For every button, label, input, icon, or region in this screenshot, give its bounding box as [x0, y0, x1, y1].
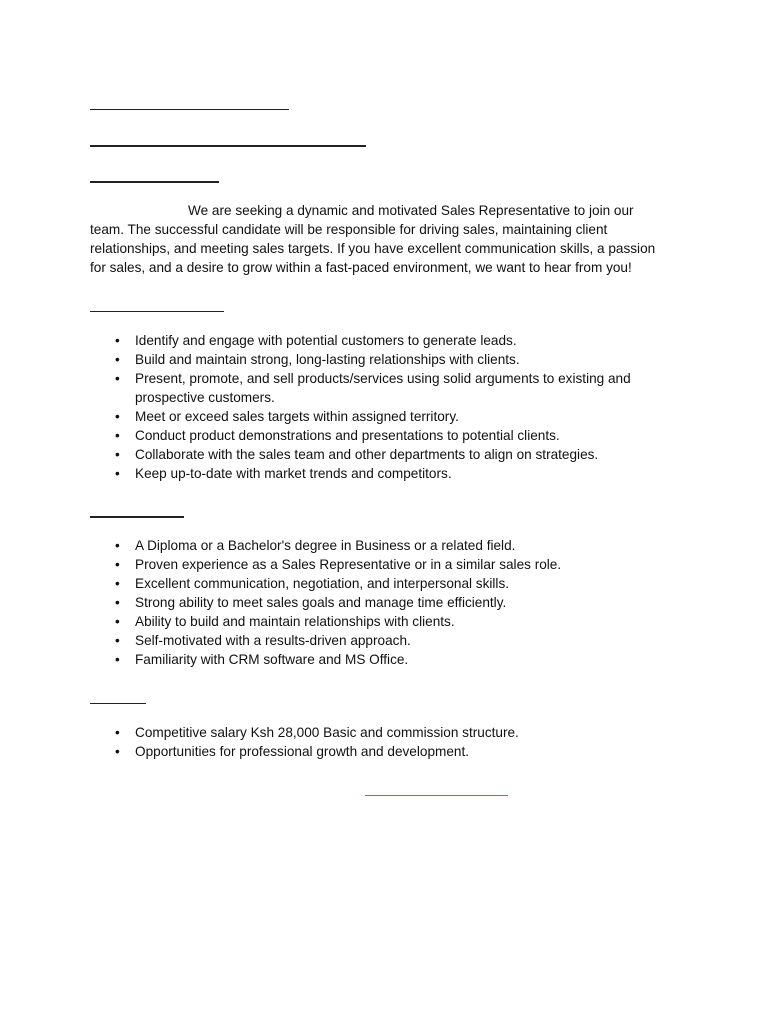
bullet-icon: •	[115, 352, 120, 367]
list-item: • Identify and engage with potential customers to generate leads.	[115, 333, 517, 348]
list-item: • Keep up-to-date with market trends and competitors.	[115, 466, 452, 481]
list-item: • Conduct product demonstrations and presentations to potential clients.	[115, 428, 560, 443]
list-item: • Present, promote, and sell products/services using solid arguments to existing and prospective customers.	[115, 371, 631, 405]
bullet-icon: •	[115, 576, 120, 591]
list-item: • Strong ability to meet sales goals and manage time efficiently.	[115, 595, 507, 610]
list-item: • Opportunities for professional growth and development.	[115, 744, 469, 759]
section-heading-underline-responsibilities	[90, 311, 224, 312]
section-heading-underline-requirements	[90, 516, 184, 518]
list-item: • Proven experience as a Sales Representative or in a similar sales role.	[115, 557, 562, 572]
bullet-icon: •	[115, 466, 120, 481]
bullet-icon: •	[115, 371, 120, 386]
contact-link-underline[interactable]	[365, 795, 508, 796]
responsibilities-list	[115, 331, 675, 483]
bullet-icon: •	[115, 633, 120, 648]
section-heading-underline-benefits	[90, 703, 146, 704]
list-item: • Build and maintain strong, long-lasting relationships with clients.	[115, 352, 520, 367]
intro-paragraph: We are seeking a dynamic and motivated Sales Representative to join our team. The successful candidate will be responsible for driving sales, maintaining client relationships, and meeting sales targets. If you have excellent communication skills, a passion for sales, and a desire to grow within a fast-paced environment, we want to hear from you!	[90, 203, 656, 275]
list-item: • Ability to build and maintain relationships with clients.	[115, 614, 455, 629]
bullet-icon: •	[115, 409, 120, 424]
list-item: • Familiarity with CRM software and MS Office.	[115, 652, 409, 667]
bullet-icon: •	[115, 652, 120, 667]
list-item: • Competitive salary Ksh 28,000 Basic and commission structure.	[115, 725, 519, 740]
bullet-icon: •	[115, 333, 120, 348]
list-item: • Meet or exceed sales targets within assigned territory.	[115, 409, 459, 424]
bullet-icon: •	[115, 447, 120, 462]
company-underline	[90, 145, 366, 147]
bullet-icon: •	[115, 428, 120, 443]
bullet-icon: •	[115, 725, 120, 740]
list-item: • A Diploma or a Bachelor's degree in Business or a related field.	[115, 538, 516, 553]
bullet-icon: •	[115, 744, 120, 759]
list-item: • Self-motivated with a results-driven approach.	[115, 633, 411, 648]
bullet-icon: •	[115, 614, 120, 629]
bullet-icon: •	[115, 538, 120, 553]
list-item: • Excellent communication, negotiation, and interpersonal skills.	[115, 576, 510, 591]
bullet-icon: •	[115, 595, 120, 610]
requirements-list	[115, 536, 675, 669]
list-item: • Collaborate with the sales team and other departments to align on strategies.	[115, 447, 599, 462]
title-underline	[90, 109, 289, 110]
benefits-list	[115, 723, 675, 761]
section-heading-underline-intro	[90, 181, 219, 183]
bullet-icon: •	[115, 557, 120, 572]
